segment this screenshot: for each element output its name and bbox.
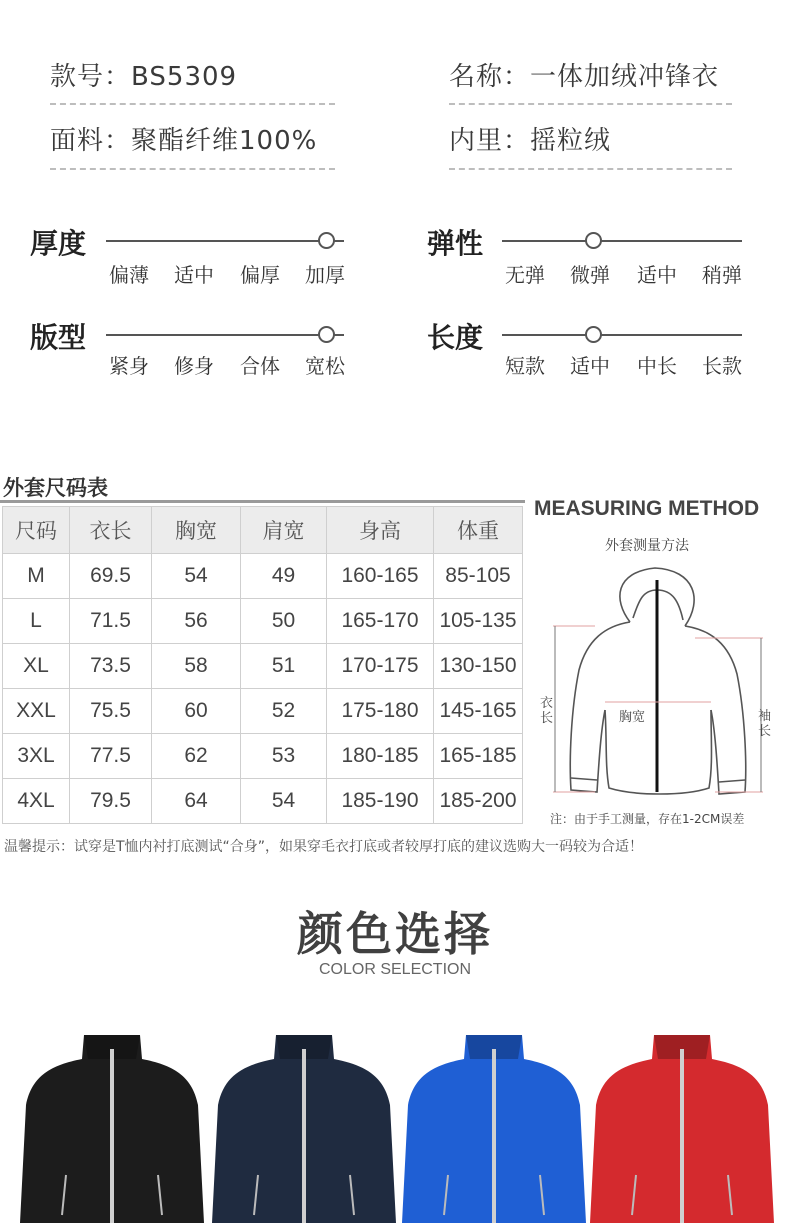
scale-line (502, 334, 742, 336)
scale-option: 加厚 (305, 263, 345, 287)
attr-title-length: 长度 (427, 321, 484, 354)
table-cell: 52 (241, 689, 327, 734)
table-cell: L (3, 599, 70, 644)
scale-option: 紧身 (109, 354, 149, 378)
measuring-title: MEASURING METHOD (534, 497, 760, 520)
spec-model-label: 款号： (50, 62, 132, 92)
table-cell: 170-175 (327, 644, 434, 689)
table-row (3, 779, 523, 824)
jacket-diagram (535, 560, 785, 805)
size-table-title: 外套尺码表 (3, 476, 108, 500)
table-cell: 73.5 (70, 644, 152, 689)
divider (449, 168, 732, 170)
scale-indicator (585, 232, 602, 249)
table-cell: 64 (152, 779, 241, 824)
scale-option: 适中 (174, 263, 214, 287)
color-selection-subtitle: COLOR SELECTION (318, 961, 472, 978)
scale-option: 微弹 (570, 263, 610, 287)
measure-label-chest: 胸宽 (619, 710, 646, 725)
scale-option: 适中 (570, 354, 610, 378)
scale-option: 修身 (174, 354, 214, 378)
table-header: 胸宽 (152, 507, 241, 554)
table-cell: 54 (241, 779, 327, 824)
table-cell: 49 (241, 554, 327, 599)
table-cell: 165-185 (434, 734, 523, 779)
table-header: 肩宽 (241, 507, 327, 554)
scale-indicator (585, 326, 602, 343)
scale-indicator (318, 326, 335, 343)
table-cell: 130-150 (434, 644, 523, 689)
measuring-subtitle: 外套测量方法 (605, 538, 689, 554)
table-cell: 145-165 (434, 689, 523, 734)
spec-name-value: 一体加绒冲锋衣 (530, 62, 720, 92)
table-cell: 69.5 (70, 554, 152, 599)
table-cell: 105-135 (434, 599, 523, 644)
divider (0, 500, 525, 503)
table-cell: 62 (152, 734, 241, 779)
measuring-note: 注：由于手工测量，存在1-2CM误差 (550, 812, 745, 826)
spec-fabric (50, 120, 317, 157)
spec-fabric-label: 面料： (50, 126, 132, 156)
table-header-row (3, 507, 523, 554)
table-header: 衣长 (70, 507, 152, 554)
spec-name-label: 名称： (449, 62, 531, 92)
spec-lining-value: 摇粒绒 (530, 126, 612, 156)
table-cell: XXL (3, 689, 70, 734)
attr-title-fit: 版型 (30, 321, 87, 354)
jacket-navy (212, 1035, 396, 1223)
spec-model (50, 56, 237, 93)
table-cell: 160-165 (327, 554, 434, 599)
scale-option: 中长 (637, 354, 677, 378)
table-cell: 85-105 (434, 554, 523, 599)
jacket-royal-blue (402, 1035, 586, 1223)
scale-line (502, 240, 742, 242)
jacket-red (590, 1035, 774, 1223)
measure-label-length: 衣长 (540, 696, 554, 726)
scale-option: 偏厚 (240, 263, 280, 287)
scale-indicator (318, 232, 335, 249)
table-cell: 58 (152, 644, 241, 689)
table-cell: M (3, 554, 70, 599)
table-cell: 56 (152, 599, 241, 644)
table-header: 体重 (434, 507, 523, 554)
table-cell: 53 (241, 734, 327, 779)
attr-title-thickness: 厚度 (30, 227, 87, 260)
table-cell: 51 (241, 644, 327, 689)
table-header: 尺码 (3, 507, 70, 554)
table-row (3, 734, 523, 779)
table-cell: 77.5 (70, 734, 152, 779)
scale-option: 稍弹 (702, 263, 742, 287)
table-row (3, 554, 523, 599)
divider (50, 168, 335, 170)
spec-fabric-value: 聚酯纤维100% (131, 126, 318, 156)
spec-model-value: BS5309 (131, 62, 238, 92)
spec-lining (449, 120, 611, 157)
divider (449, 103, 732, 105)
scale-option: 适中 (637, 263, 677, 287)
fitting-tip: 温馨提示：试穿是T恤内衬打底测试“合身”，如果穿毛衣打底或者较厚打底的建议选购大一码较为合适！ (4, 839, 644, 855)
scale-option: 无弹 (505, 263, 545, 287)
scale-option: 合体 (240, 354, 280, 378)
table-cell: 50 (241, 599, 327, 644)
table-row (3, 689, 523, 734)
table-cell: 165-170 (327, 599, 434, 644)
scale-option: 偏薄 (109, 263, 149, 287)
jacket-black (20, 1035, 204, 1223)
scale-option: 宽松 (305, 354, 345, 378)
scale-option: 长款 (702, 354, 742, 378)
measure-label-sleeve: 袖长 (758, 709, 772, 739)
table-cell: 79.5 (70, 779, 152, 824)
table-cell: XL (3, 644, 70, 689)
table-cell: 175-180 (327, 689, 434, 734)
attr-title-elasticity: 弹性 (427, 227, 484, 260)
size-table (2, 506, 523, 824)
color-selection-title: 颜色选择 (297, 907, 493, 961)
table-cell: 185-200 (434, 779, 523, 824)
table-cell: 60 (152, 689, 241, 734)
table-cell: 54 (152, 554, 241, 599)
table-cell: 71.5 (70, 599, 152, 644)
divider (50, 103, 335, 105)
scale-line (106, 334, 344, 336)
table-row (3, 599, 523, 644)
table-row (3, 644, 523, 689)
table-header: 身高 (327, 507, 434, 554)
table-cell: 185-190 (327, 779, 434, 824)
table-cell: 180-185 (327, 734, 434, 779)
spec-lining-label: 内里： (449, 126, 531, 156)
table-cell: 75.5 (70, 689, 152, 734)
scale-line (106, 240, 344, 242)
table-cell: 4XL (3, 779, 70, 824)
spec-name (449, 56, 719, 93)
color-swatches (0, 1025, 790, 1223)
scale-option: 短款 (505, 354, 545, 378)
table-cell: 3XL (3, 734, 70, 779)
